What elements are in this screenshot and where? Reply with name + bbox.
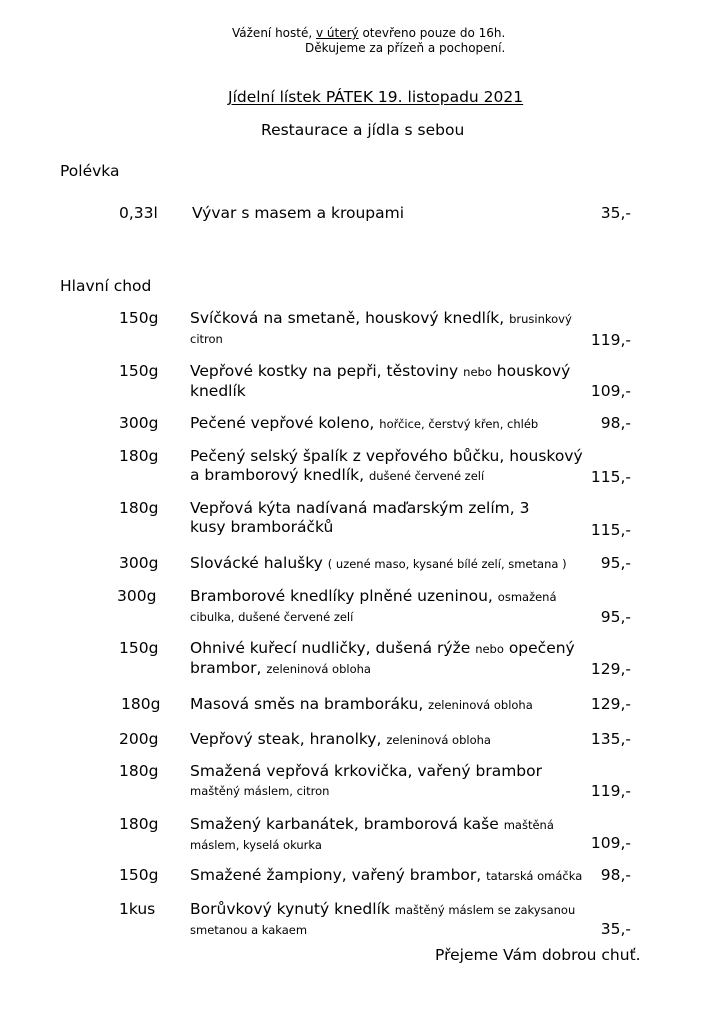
dish-weight: 150g [119,866,159,884]
dish-side-note: nebo [463,365,492,379]
dish-text: Bramborové knedlíky plněné uzeninou, [190,587,498,605]
dish-text: Vepřový steak, hranolky, [190,730,387,748]
soup-name: Vývar s masem a kroupami [192,204,405,222]
dish-price: 119,- [590,331,631,349]
dish-side-note: zeleninová obloha [266,662,371,676]
dish-price: 129,- [590,660,631,678]
dish-side-note: zeleninová obloha [428,698,533,712]
dish-side-note: maštěný máslem, citron [190,784,330,798]
dish-name [190,815,570,855]
dish-name [190,900,590,940]
dish-side-note: dušené červené zelí [368,469,485,483]
dish-weight: 180g [119,447,159,465]
dish-text: Slovácké halušky [190,554,328,572]
dish-name [190,362,590,401]
dish-text: Smažená vepřová krkovička, vařený brambor [190,762,542,780]
dish-price: 135,- [590,730,631,748]
dish-side-note: nebo [475,642,504,656]
dish-weight: 150g [119,639,159,657]
dish-side-note: maštěný máslem se zakysanou smetanou a kakaem [190,903,576,937]
dish-weight: 180g [121,695,161,713]
dish-price: 95,- [600,608,631,626]
dish-text: Vepřová kýta nadívaná maďarským zelím, 3 kusy bramboráčků [190,499,530,536]
soup-weight: 0,33l [119,204,158,222]
dish-text: Svíčková na smetaně, houskový knedlík, [190,309,510,327]
dish-name [190,695,610,715]
dish-side-note: osmažená cibulka, dušené červené zelí [190,590,557,624]
dish-price: 109,- [590,834,631,852]
notice-underlined-day: v úterý [315,26,359,40]
dish-text: Ohnivé kuřecí nudličky, dušená rýže [190,639,476,657]
dish-name [190,447,590,486]
dish-name [190,499,550,537]
dish-name [190,309,580,349]
dish-name [190,587,560,627]
dish-weight: 150g [119,309,159,327]
menu-subtitle: Restaurace a jídla s sebou [261,121,465,139]
dish-text: Pečený selský špalík z vepřového bůčku, houskový a bramborový knedlík, [190,447,583,484]
dish-price: 119,- [590,782,631,800]
dish-weight: 300g [119,554,159,572]
closing-wish: Přejeme Vám dobrou chuť. [435,946,641,964]
dish-weight: 150g [119,362,159,380]
dish-weight: 180g [119,815,159,833]
dish-weight: 1kus [119,900,156,918]
dish-side-note: maštěná máslem, kyselá okurka [190,818,554,852]
dish-side-note: brusinkový citron [190,312,572,346]
notice-line-1 [232,26,505,40]
dish-text: Vepřové kostky na pepři, těstoviny [190,362,464,380]
dish-price: 115,- [590,468,631,486]
dish-name [190,866,610,886]
menu-title: Jídelní lístek PÁTEK 19. listopadu 2021 [228,88,524,106]
notice-line-2: Děkujeme za přízeň a pochopení. [305,41,506,55]
dish-side-note: zeleninová obloha [386,733,491,747]
dish-text: Smažené žampiony, vařený brambor, [190,866,487,884]
dish-name [190,762,580,801]
dish-text: Masová směs na bramboráku, [190,695,429,713]
dish-weight: 180g [119,762,159,780]
dish-text: Borůvkový kynutý knedlík [190,900,395,918]
dish-side-note: hořčice, čerstvý křen, chléb [379,417,539,431]
dish-weight: 300g [119,414,159,432]
dish-side-note: tatarská omáčka [486,869,583,883]
dish-price: 98,- [600,414,631,432]
soup-price: 35,- [600,204,631,222]
section-heading-main: Hlavní chod [60,277,152,295]
dish-side-note: ( uzené maso, kysané bílé zelí, smetana ) [327,557,567,571]
dish-name [190,639,590,679]
dish-text: Smažený karbanátek, bramborová kaše [190,815,504,833]
dish-price: 109,- [590,382,631,400]
dish-weight: 200g [119,730,159,748]
dish-name [190,414,590,434]
dish-weight: 300g [117,587,157,605]
notice-text: otevřeno pouze do 16h. [358,26,506,40]
dish-text: houskový knedlík [190,362,571,400]
dish-price: 35,- [600,920,631,938]
dish-price: 98,- [600,866,631,884]
dish-text: Pečené vepřové koleno, [190,414,380,432]
dish-text: opečený brambor, [190,639,575,677]
dish-price: 129,- [590,695,631,713]
dish-name [190,554,610,574]
notice-text: Vážení hosté, [232,26,316,40]
dish-name [190,730,610,750]
dish-price: 95,- [600,554,631,572]
section-heading-soup: Polévka [60,162,120,180]
dish-weight: 180g [119,499,159,517]
dish-price: 115,- [590,521,631,539]
